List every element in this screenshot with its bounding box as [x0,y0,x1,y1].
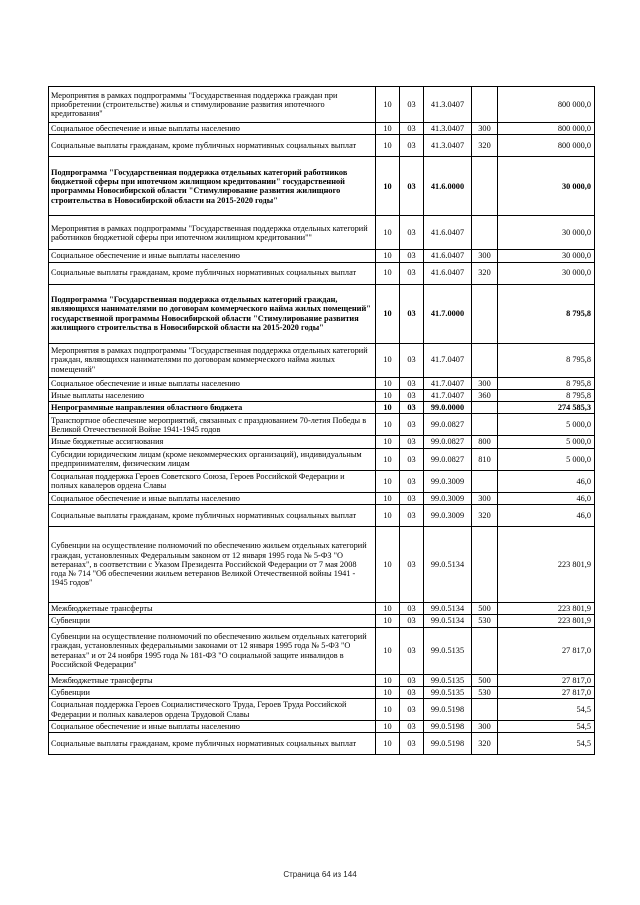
row-name: Иные бюджетные ассигнования [49,436,376,448]
row-section: 10 [376,262,400,284]
row-amount: 223 801,9 [498,602,595,614]
row-name: Мероприятия в рамках подпрограммы "Государственная поддержка отдельных категорий работников бюджетной сферы при ипотечном жилищном кредитовании"" [49,216,376,250]
row-amount: 30 000,0 [498,157,595,216]
row-section: 10 [376,87,400,123]
row-target-article: 99.0.0827 [424,414,472,436]
table-row [49,721,595,733]
row-subsection: 03 [400,402,424,414]
row-subsection: 03 [400,377,424,389]
row-amount: 27 817,0 [498,627,595,674]
row-target-article: 99.0.0827 [424,436,472,448]
row-expense-type [472,699,498,721]
row-amount: 30 000,0 [498,250,595,262]
row-section: 10 [376,135,400,157]
table-row [49,343,595,377]
row-expense-type [472,414,498,436]
table-row [49,123,595,135]
row-section: 10 [376,448,400,470]
row-name: Субсидии юридическим лицам (кроме некоммерческих организаций), индивидуальным предпринимателям, физическим лицам [49,448,376,470]
table-row [49,436,595,448]
row-subsection: 03 [400,504,424,526]
row-subsection: 03 [400,414,424,436]
row-amount: 54,5 [498,721,595,733]
row-section: 10 [376,402,400,414]
row-expense-type: 500 [472,602,498,614]
table-row [49,526,595,602]
row-name: Подпрограмма "Государственная поддержка отдельных категорий работников бюджетной сферы при ипотечном жилищном кредитовании" государственной программы Новосибирской области "Стимулирование развития жилищного строительства в Новосибирской области на 2015-2020 годы" [49,157,376,216]
row-target-article: 99.0.5198 [424,721,472,733]
table-row [49,389,595,401]
row-target-article: 41.6.0407 [424,216,472,250]
row-section: 10 [376,721,400,733]
row-target-article: 99.0.5198 [424,699,472,721]
table-row [49,448,595,470]
row-subsection: 03 [400,470,424,492]
table-row [49,504,595,526]
row-expense-type [472,157,498,216]
row-name: Социальное обеспечение и иные выплаты населению [49,250,376,262]
row-expense-type: 810 [472,448,498,470]
row-amount: 30 000,0 [498,216,595,250]
row-target-article: 99.0.3009 [424,492,472,504]
row-subsection: 03 [400,262,424,284]
row-target-article: 99.0.5134 [424,602,472,614]
row-amount: 800 000,0 [498,123,595,135]
row-target-article: 41.7.0407 [424,389,472,401]
row-subsection: 03 [400,526,424,602]
row-expense-type: 320 [472,135,498,157]
row-target-article: 41.6.0000 [424,157,472,216]
table-row [49,492,595,504]
table-row [49,250,595,262]
row-amount: 8 795,8 [498,343,595,377]
table-row [49,157,595,216]
row-section: 10 [376,627,400,674]
row-name: Социальное обеспечение и иные выплаты населению [49,123,376,135]
table-row [49,284,595,343]
row-name: Социальное обеспечение и иные выплаты населению [49,377,376,389]
row-subsection: 03 [400,492,424,504]
row-section: 10 [376,686,400,698]
page-number: Страница 64 из 144 [283,870,357,879]
row-subsection: 03 [400,674,424,686]
row-section: 10 [376,504,400,526]
row-subsection: 03 [400,389,424,401]
row-subsection: 03 [400,135,424,157]
row-name: Непрограммные направления областного бюджета [49,402,376,414]
row-expense-type [472,343,498,377]
table-row [49,414,595,436]
row-section: 10 [376,377,400,389]
row-amount: 46,0 [498,470,595,492]
row-subsection: 03 [400,343,424,377]
row-amount: 54,5 [498,733,595,755]
table-row [49,615,595,627]
row-name: Межбюджетные трансферты [49,602,376,614]
row-expense-type: 300 [472,250,498,262]
table-row [49,602,595,614]
table-row [49,627,595,674]
row-expense-type [472,284,498,343]
row-section: 10 [376,492,400,504]
row-section: 10 [376,615,400,627]
row-expense-type [472,526,498,602]
table-row [49,699,595,721]
row-name: Субвенции [49,615,376,627]
row-amount: 46,0 [498,492,595,504]
row-expense-type: 320 [472,504,498,526]
row-amount: 8 795,8 [498,284,595,343]
row-name: Социальное обеспечение и иные выплаты населению [49,492,376,504]
row-amount: 27 817,0 [498,686,595,698]
row-expense-type: 800 [472,436,498,448]
row-target-article: 99.0.5135 [424,627,472,674]
row-amount: 27 817,0 [498,674,595,686]
row-target-article: 41.6.0407 [424,250,472,262]
row-target-article: 41.3.0407 [424,123,472,135]
row-target-article: 99.0.3009 [424,504,472,526]
row-amount: 54,5 [498,699,595,721]
row-subsection: 03 [400,448,424,470]
row-name: Мероприятия в рамках подпрограммы "Государственная поддержка граждан при приобретении (строительстве) жилья и стимулирование развития ипотечного кредитования" [49,87,376,123]
row-expense-type: 320 [472,733,498,755]
row-expense-type [472,470,498,492]
row-subsection: 03 [400,284,424,343]
table-row [49,135,595,157]
row-section: 10 [376,284,400,343]
row-section: 10 [376,157,400,216]
row-name: Субвенции на осуществление полномочий по обеспечению жильем отдельных категорий граждан, установленных Федеральным законом от 12 января 1995 года № 5-ФЗ "О ветеранах", в соответствии с Указом Президента Российской Федерации от 7 мая 2008 года № 714 "Об обеспечении жильем ветеранов Великой Отечественной войны 1941 - 1945 годов" [49,526,376,602]
row-target-article: 99.0.5135 [424,686,472,698]
row-target-article: 41.7.0000 [424,284,472,343]
row-subsection: 03 [400,699,424,721]
row-target-article: 41.7.0407 [424,343,472,377]
row-expense-type: 300 [472,721,498,733]
row-subsection: 03 [400,123,424,135]
row-name: Межбюджетные трансферты [49,674,376,686]
row-expense-type: 300 [472,492,498,504]
row-target-article: 99.0.0827 [424,448,472,470]
row-name: Социальные выплаты гражданам, кроме публичных нормативных социальных выплат [49,262,376,284]
row-amount: 46,0 [498,504,595,526]
row-name: Транспортное обеспечение мероприятий, связанных с празднованием 70-летия Победы в Великой Отечественной Войне 1941-1945 годов [49,414,376,436]
row-target-article: 99.0.5134 [424,526,472,602]
row-target-article: 99.0.5134 [424,615,472,627]
row-section: 10 [376,343,400,377]
row-amount: 223 801,9 [498,615,595,627]
row-target-article: 41.3.0407 [424,135,472,157]
row-subsection: 03 [400,216,424,250]
row-amount: 800 000,0 [498,87,595,123]
row-subsection: 03 [400,686,424,698]
row-section: 10 [376,526,400,602]
row-name: Социальные выплаты гражданам, кроме публичных нормативных социальных выплат [49,733,376,755]
row-target-article: 99.0.3009 [424,470,472,492]
row-section: 10 [376,470,400,492]
row-section: 10 [376,733,400,755]
row-expense-type: 300 [472,377,498,389]
row-target-article: 99.0.5198 [424,733,472,755]
row-name: Социальные выплаты гражданам, кроме публичных нормативных социальных выплат [49,135,376,157]
row-amount: 274 585,3 [498,402,595,414]
row-name: Социальная поддержка Героев Социалистического Труда, Героев Труда Российской Федерации и полных кавалеров ордена Трудовой Славы [49,699,376,721]
row-subsection: 03 [400,733,424,755]
row-name: Субвенции [49,686,376,698]
row-section: 10 [376,123,400,135]
row-target-article: 99.0.5135 [424,674,472,686]
row-name: Социальное обеспечение и иные выплаты населению [49,721,376,733]
row-expense-type [472,627,498,674]
row-name: Мероприятия в рамках подпрограммы "Государственная поддержка отдельных категорий граждан, являющихся нанимателями по договорам коммерческого найма жилых помещений" [49,343,376,377]
row-amount: 5 000,0 [498,414,595,436]
row-expense-type [472,216,498,250]
row-name: Подпрограмма "Государственная поддержка отдельных категорий граждан, являющихся нанимателями по договорам коммерческого найма жилых помещений" государственной программы Новосибирской области "Стимулирование развития жилищного строительства в Новосибирской области на 2015-2020 годы" [49,284,376,343]
table-row [49,87,595,123]
row-amount: 30 000,0 [498,262,595,284]
table-row [49,686,595,698]
row-section: 10 [376,602,400,614]
row-subsection: 03 [400,627,424,674]
row-name: Субвенции на осуществление полномочий по обеспечению жильем отдельных категорий граждан, установленных федеральными законами от 12 января 1995 года № 5-ФЗ "О ветеранах" и от 24 ноября 1995 года № 181-ФЗ "О социальной защите инвалидов в Российской Федерации" [49,627,376,674]
row-target-article: 41.3.0407 [424,87,472,123]
row-subsection: 03 [400,436,424,448]
budget-table-body [49,87,595,755]
table-row [49,674,595,686]
table-row [49,262,595,284]
row-section: 10 [376,699,400,721]
row-expense-type: 530 [472,615,498,627]
row-amount: 800 000,0 [498,135,595,157]
table-row [49,402,595,414]
budget-table [48,86,595,755]
row-expense-type: 320 [472,262,498,284]
row-expense-type: 500 [472,674,498,686]
row-expense-type: 300 [472,123,498,135]
table-row [49,377,595,389]
row-expense-type [472,87,498,123]
row-expense-type: 530 [472,686,498,698]
row-subsection: 03 [400,602,424,614]
row-subsection: 03 [400,87,424,123]
row-name: Социальные выплаты гражданам, кроме публичных нормативных социальных выплат [49,504,376,526]
row-section: 10 [376,250,400,262]
row-expense-type [472,402,498,414]
row-subsection: 03 [400,615,424,627]
row-target-article: 41.6.0407 [424,262,472,284]
row-section: 10 [376,436,400,448]
table-row [49,733,595,755]
row-expense-type: 360 [472,389,498,401]
table-row [49,216,595,250]
table-row [49,470,595,492]
row-name: Социальная поддержка Героев Советского Союза, Героев Российской Федерации и полных кавалеров ордена Славы [49,470,376,492]
row-subsection: 03 [400,157,424,216]
row-amount: 8 795,8 [498,377,595,389]
row-section: 10 [376,674,400,686]
row-target-article: 41.7.0407 [424,377,472,389]
row-name: Иные выплаты населению [49,389,376,401]
row-amount: 5 000,0 [498,448,595,470]
row-section: 10 [376,389,400,401]
row-subsection: 03 [400,721,424,733]
row-amount: 5 000,0 [498,436,595,448]
row-target-article: 99.0.0000 [424,402,472,414]
row-section: 10 [376,216,400,250]
row-section: 10 [376,414,400,436]
row-amount: 223 801,9 [498,526,595,602]
row-amount: 8 795,8 [498,389,595,401]
row-subsection: 03 [400,250,424,262]
